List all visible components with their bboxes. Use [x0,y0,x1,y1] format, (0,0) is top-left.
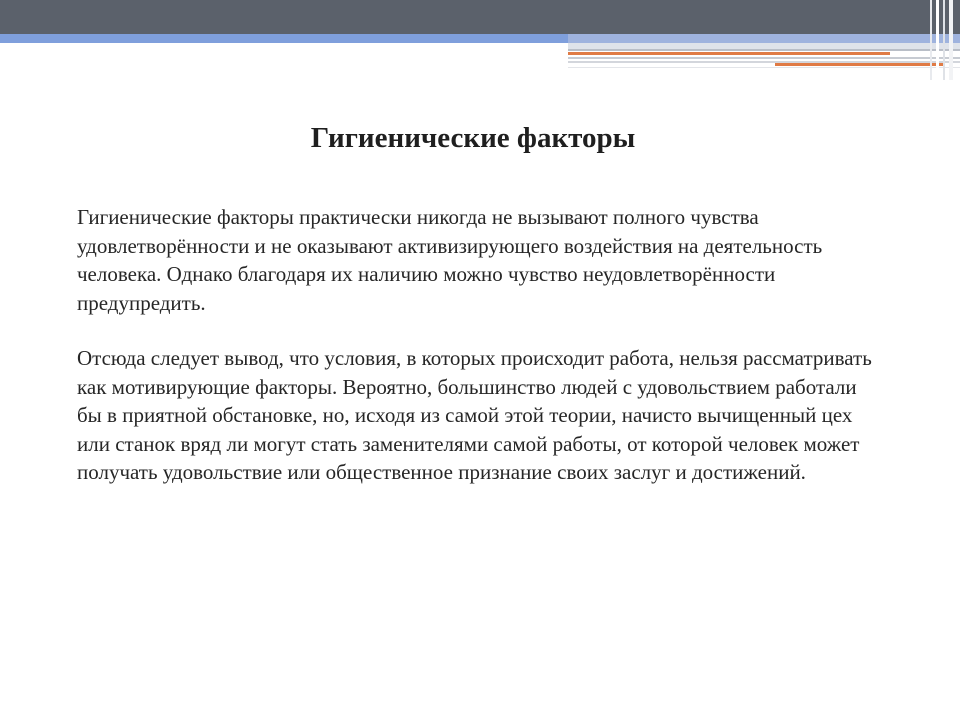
slide-title: Гигиенические факторы [310,122,636,154]
header-dark-bar [0,0,960,34]
header-light-band [568,43,960,49]
header-decoration [0,0,960,80]
header-blue-stripe [0,34,568,43]
grey-stripe-4 [568,67,960,68]
body-paragraph-2: Отсюда следует вывод, что условия, в которых происходит работа, нельзя рассматривать как мотивирующие факторы. Вероятно, большинство людей с удовольствием работали бы в приятной обстановке, но, исходя из самой этой теории, начисто вычищенный цех или станок вряд ли могут стать заменителями самой работы, от которой человек может получать удовольствие или общественное признание своих заслуг и достижений. [77,346,872,484]
orange-accent-line-2 [775,63,943,66]
orange-accent-line-1 [568,52,890,55]
grey-stripe-1 [568,49,960,51]
grey-stripe-3 [568,61,960,63]
body-paragraph-1: Гигиенические факторы практически никогда не вызывают полного чувства удовлетворённости и не оказывают активизирующего воздействия на деятельность человека. Однако благодаря их наличию можно чувство неудовлетворённости предупредить. [77,205,823,315]
header-blue-stripe-right [568,34,960,43]
grey-stripe-2 [568,57,960,59]
